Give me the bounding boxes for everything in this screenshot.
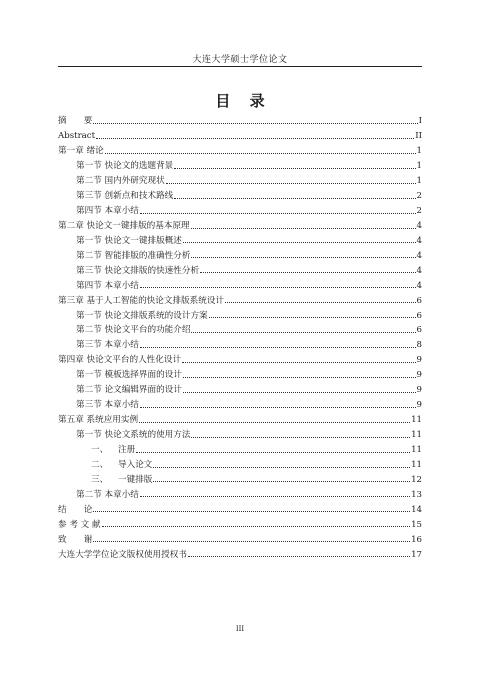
- toc-entry-label: [58, 282, 139, 291]
- toc-entry: [58, 275, 422, 290]
- toc-entry: [58, 171, 422, 186]
- toc-entry: [58, 514, 422, 529]
- toc-entry-text: 第四章 快论文平台的人性化设计: [58, 355, 182, 366]
- toc-entry-label: [58, 446, 135, 455]
- toc-entry: [58, 455, 422, 470]
- toc-entry-page: 1: [416, 161, 422, 172]
- toc-entry-text: 第二节 论文编辑界面的设计: [76, 385, 182, 396]
- dot-leader: [174, 198, 415, 199]
- dot-leader: [153, 481, 410, 482]
- toc-entry-label: [58, 192, 173, 201]
- toc-entry-text: 第三节 创新点和技术路线: [76, 191, 174, 202]
- toc-entry-page: 4: [416, 250, 422, 261]
- toc-entry: [58, 126, 422, 141]
- toc-entry: [58, 156, 422, 171]
- dot-leader: [166, 183, 416, 184]
- toc-entry-page: 6: [416, 325, 422, 336]
- toc-entry: [58, 216, 422, 231]
- toc-entry: [58, 440, 422, 455]
- toc-entry: [58, 544, 422, 559]
- toc-entry-page: 6: [416, 310, 422, 321]
- toc-entry-text: 第四节 本章小结: [76, 280, 139, 291]
- toc-entry-page: 9: [416, 400, 422, 411]
- toc-entry-label: [58, 521, 101, 530]
- toc-entry-text: 第一节 快论文系统的使用方法: [76, 430, 191, 441]
- toc-entry-page: 11: [411, 415, 422, 426]
- toc-entry-text: 第五章 系统应用实例: [58, 415, 139, 426]
- toc-entry-label: [58, 536, 92, 545]
- toc-entry-label: [58, 222, 190, 231]
- toc-entry-text: 第二节 本章小结: [76, 489, 139, 500]
- toc-entry-label: [58, 506, 92, 515]
- toc-entry-label: [58, 491, 139, 500]
- toc-entry: [58, 245, 422, 260]
- dot-leader: [93, 541, 410, 542]
- toc-title: 目 录: [215, 92, 265, 110]
- dot-leader: [139, 422, 410, 423]
- toc-entry-page: 4: [416, 235, 422, 246]
- toc-entry-page: 11: [411, 430, 422, 441]
- toc-entry-text: 第二节 智能排版的准确性分析: [76, 250, 191, 261]
- toc-entry: [58, 484, 422, 499]
- toc-entry-label: [58, 117, 92, 126]
- dot-leader: [182, 362, 415, 363]
- toc-entry: [58, 186, 422, 201]
- toc-entry: [58, 290, 422, 305]
- dot-leader: [140, 347, 416, 348]
- toc-entry-label: [58, 326, 190, 335]
- toc-entry-label: [58, 356, 181, 365]
- toc-entry: [58, 141, 422, 156]
- toc-entry-text: 第二节 快论文平台的功能介绍: [76, 325, 191, 336]
- toc-entry-label: [58, 297, 224, 306]
- dot-leader: [191, 437, 410, 438]
- toc-entry: [58, 350, 422, 365]
- toc-entry-page: 12: [411, 474, 422, 485]
- dot-leader: [209, 317, 416, 318]
- toc-entry: [58, 499, 422, 514]
- toc-entry-label: [58, 132, 95, 141]
- toc-entry-text: 第一节 快论文的选题背景: [76, 161, 174, 172]
- dot-leader: [96, 138, 414, 139]
- toc-entry: [58, 260, 422, 275]
- toc-entry-page: 15: [411, 519, 422, 530]
- header-rule: [58, 66, 422, 67]
- toc-entry-page: 9: [416, 385, 422, 396]
- dot-leader: [188, 556, 410, 557]
- dot-leader: [200, 272, 415, 273]
- dot-leader: [191, 257, 415, 258]
- dot-leader: [183, 392, 416, 393]
- toc-entry-label: [58, 401, 139, 410]
- toc-entry-label: [58, 237, 182, 246]
- toc-entry: [58, 380, 422, 395]
- dot-leader: [183, 242, 416, 243]
- toc-entry: [58, 395, 422, 410]
- toc-entry-label: [58, 267, 199, 276]
- dot-leader: [140, 496, 410, 497]
- toc-entry: [58, 305, 422, 320]
- toc-entry-text: 致 谢: [58, 534, 93, 545]
- toc-entry: [58, 410, 422, 425]
- toc-entry-page: 11: [411, 444, 422, 455]
- toc-entry-page: 1: [416, 146, 422, 157]
- toc-entry-text: 第二节 国内外研究现状: [76, 176, 165, 187]
- toc-entry-label: [58, 177, 165, 186]
- toc-entry-label: [58, 416, 138, 425]
- toc-entry-text: 第三节 本章小结: [76, 400, 139, 411]
- toc-entry-page: 14: [411, 504, 422, 515]
- toc-entry-label: [58, 341, 139, 350]
- toc-entry-text: 第一节 快论文一键排版概述: [76, 235, 182, 246]
- toc-entry-page: 2: [416, 191, 422, 202]
- toc-entry-text: 第三节 快论文排版的快速性分析: [76, 265, 200, 276]
- toc-entry: [58, 335, 422, 350]
- dot-leader: [136, 452, 410, 453]
- toc-entry-label: [58, 386, 182, 395]
- dot-leader: [102, 526, 410, 527]
- dot-leader: [140, 287, 416, 288]
- toc-entry-text: 导入论文: [118, 459, 153, 470]
- toc-entry-page: 17: [411, 549, 422, 560]
- toc-entry-label: [58, 252, 190, 261]
- toc-entry-page: 11: [411, 459, 422, 470]
- dot-leader: [183, 377, 416, 378]
- toc-entry-text: 第二章 快论文一键排版的基本原理: [58, 220, 190, 231]
- toc-entry-page: II: [415, 131, 422, 142]
- toc-entry-text: 大连大学学位论文版权使用授权书: [58, 549, 187, 560]
- toc-entry-text: 第一节 模板选择界面的设计: [76, 370, 182, 381]
- toc-entry-text: 摘 要: [58, 116, 93, 127]
- toc-entry-page: 1: [416, 176, 422, 187]
- dot-leader: [93, 511, 410, 512]
- toc-entry: [58, 425, 422, 440]
- toc-entry-label: [58, 162, 173, 171]
- page-number: III: [235, 625, 245, 633]
- toc-entry-text: 一键排版: [118, 474, 153, 485]
- toc-entry-page: I: [418, 116, 422, 127]
- toc-entry: [58, 365, 422, 380]
- toc-entry-text: 第三节 本章小结: [76, 340, 139, 351]
- toc-entry-number: 三、: [91, 474, 109, 485]
- toc-entry: [58, 201, 422, 216]
- toc-entry-page: 8: [416, 340, 422, 351]
- toc-entry-text: 第一章 绪论: [58, 146, 104, 157]
- dot-leader: [140, 407, 416, 408]
- dot-leader: [191, 228, 416, 229]
- dot-leader: [140, 213, 416, 214]
- toc-entry-number: 一、: [91, 444, 109, 455]
- toc-entry-page: 4: [416, 280, 422, 291]
- toc-entry-label: [58, 431, 190, 440]
- dot-leader: [191, 332, 415, 333]
- toc-entry-text: Abstract: [58, 131, 96, 142]
- toc-entry-page: 13: [411, 489, 422, 500]
- toc-entry-page: 4: [416, 220, 422, 231]
- table-of-contents: [58, 111, 422, 559]
- toc-entry-page: 2: [416, 205, 422, 216]
- toc-entry-text: 结 论: [58, 504, 93, 515]
- dot-leader: [93, 123, 417, 124]
- dot-leader: [174, 168, 415, 169]
- toc-entry-text: 参 考 文 献: [58, 519, 101, 530]
- toc-entry-page: 4: [416, 265, 422, 276]
- toc-entry: [58, 111, 422, 126]
- toc-entry-page: 6: [416, 295, 422, 306]
- toc-entry-label: [58, 551, 187, 560]
- running-header: 大连大学硕士学位论文: [192, 55, 288, 65]
- toc-entry-page: 9: [416, 370, 422, 381]
- toc-entry: [58, 231, 422, 246]
- toc-entry-text: 第四节 本章小结: [76, 205, 139, 216]
- toc-entry-page: 9: [416, 355, 422, 366]
- toc-entry-text: 第三章 基于人工智能的快论文排版系统设计: [58, 295, 225, 306]
- toc-entry: [58, 320, 422, 335]
- dot-leader: [225, 302, 416, 303]
- toc-entry-label: [58, 312, 208, 321]
- toc-entry: [58, 470, 422, 485]
- toc-entry-text: 注册: [118, 444, 136, 455]
- toc-entry-label: [58, 461, 152, 470]
- dot-leader: [105, 153, 416, 154]
- toc-entry-text: 第一节 快论文排版系统的设计方案: [76, 310, 208, 321]
- toc-entry-number: 二、: [91, 459, 109, 470]
- toc-entry: [58, 529, 422, 544]
- toc-entry-label: [58, 371, 182, 380]
- dot-leader: [153, 467, 410, 468]
- toc-entry-label: [58, 207, 139, 216]
- toc-entry-label: [58, 147, 104, 156]
- toc-entry-label: [58, 476, 152, 485]
- toc-entry-page: 16: [411, 534, 422, 545]
